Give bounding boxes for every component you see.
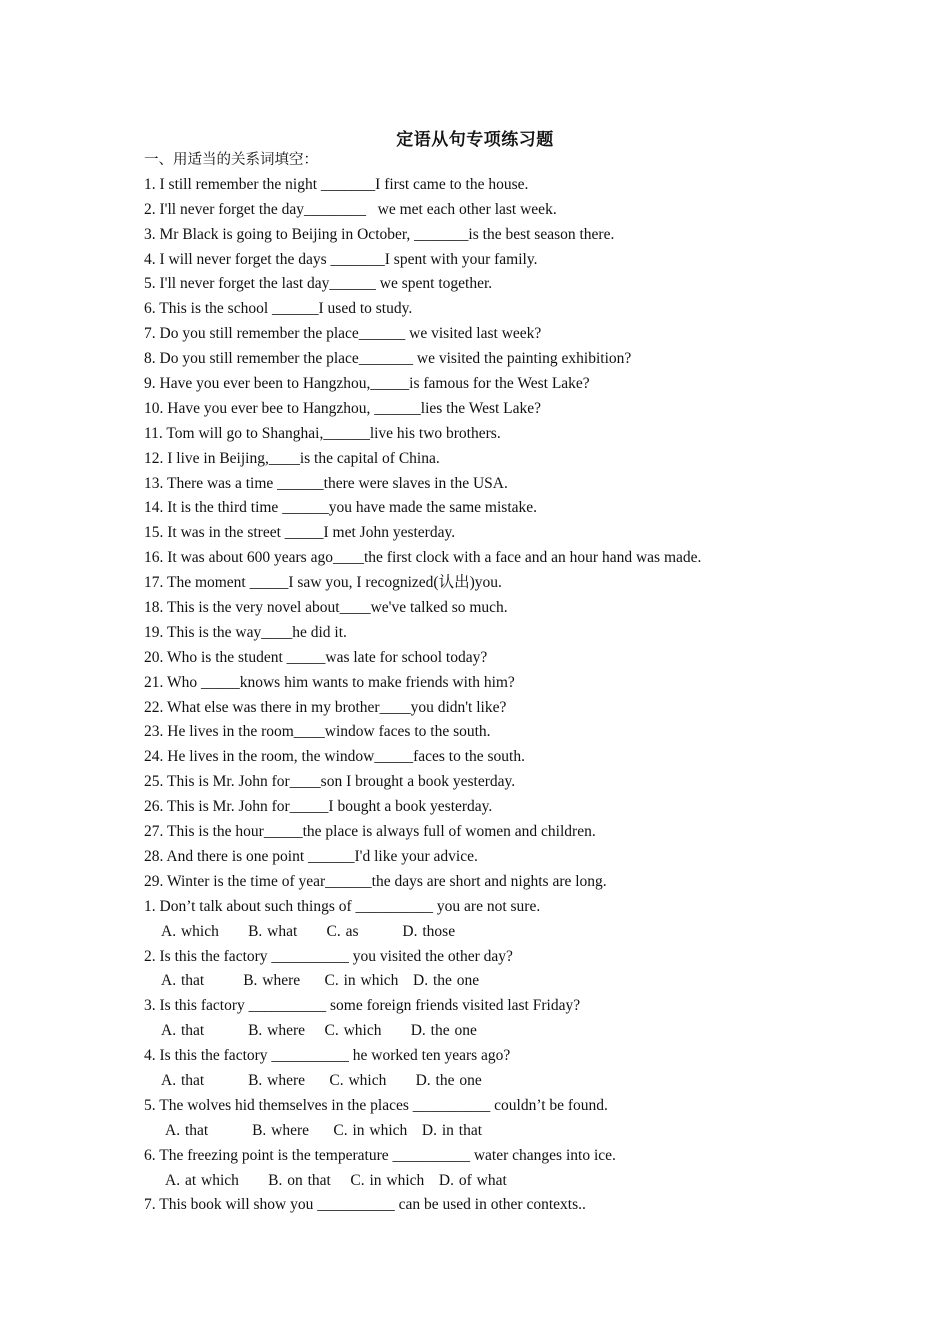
mc-question-stem: 7. This book will show you __________ can be used in other contexts..	[144, 1196, 586, 1214]
fill-blank-item: 17. The moment _____I saw you, I recognized(认出)you.	[144, 574, 502, 592]
fill-blank-item: 22. What else was there in my brother____you didn't like?	[144, 698, 507, 716]
mc-option: B. where	[243, 972, 301, 990]
mc-option: B. where	[248, 1071, 306, 1089]
mc-options	[144, 1069, 844, 1094]
mc-option: C. as	[326, 922, 359, 940]
fill-blank-item: 26. This is Mr. John for_____I bought a book yesterday.	[144, 798, 493, 816]
fill-blank-item: 10. Have you ever bee to Hangzhou, ______lies the West Lake?	[144, 399, 542, 417]
fill-blank-item: 25. This is Mr. John for____son I brought a book yesterday.	[144, 773, 516, 791]
mc-option: D. of what	[438, 1171, 507, 1189]
document-body	[144, 148, 844, 1218]
mc-question-stem: 2. Is this the factory __________ you visited the other day?	[144, 947, 513, 965]
mc-option: B. what	[248, 922, 298, 940]
mc-option: D. in that	[421, 1121, 483, 1139]
fill-blank-item: 19. This is the way____he did it.	[144, 623, 347, 641]
fill-blank-item: 8. Do you still remember the place_______ we visited the painting exhibition?	[144, 350, 632, 368]
mc-option: A. at which	[165, 1171, 239, 1189]
fill-blank-item: 18. This is the very novel about____we've talked so much.	[144, 599, 508, 617]
mc-question-stem: 1. Don’t talk about such things of __________ you are not sure.	[144, 897, 541, 915]
mc-question-stem: 5. The wolves hid themselves in the places __________ couldn’t be found.	[144, 1096, 608, 1114]
fill-blank-item: 23. He lives in the room____window faces to the south.	[144, 723, 491, 741]
mc-options	[144, 1019, 844, 1044]
mc-option: A. that	[161, 1071, 205, 1089]
fill-blank-item: 21. Who _____knows him wants to make friends with him?	[144, 673, 515, 691]
mc-question-stem: 6. The freezing point is the temperature __________ water changes into ice.	[144, 1146, 616, 1164]
fill-blank-item: 14. It is the third time ______you have made the same mistake.	[144, 499, 538, 517]
fill-blank-item: 12. I live in Beijing,____is the capital of China.	[144, 449, 440, 467]
mc-option: D. the one	[410, 1022, 477, 1040]
mc-option: A. that	[161, 972, 205, 990]
section-heading: 一、用适当的关系词填空：	[144, 152, 318, 168]
fill-blank-item: 13. There was a time ______there were slaves in the USA.	[144, 474, 508, 492]
mc-option: C. which	[324, 1022, 382, 1040]
mc-option: D. those	[402, 922, 456, 940]
mc-option: D. the one	[413, 972, 480, 990]
fill-blank-item: 4. I will never forget the days _______I spent with your family.	[144, 250, 538, 268]
mc-options	[144, 969, 844, 994]
fill-blank-item: 20. Who is the student _____was late for school today?	[144, 648, 488, 666]
fill-blank-item: 3. Mr Black is going to Beijing in October, _______is the best season there.	[144, 225, 615, 243]
mc-option: C. in which	[333, 1121, 408, 1139]
mc-option: A. which	[161, 922, 219, 940]
mc-option: B. where	[252, 1121, 310, 1139]
fill-blank-item: 11. Tom will go to Shanghai,______live his two brothers.	[144, 424, 501, 442]
fill-blank-item: 5. I'll never forget the last day______ we spent together.	[144, 275, 493, 293]
mc-option: C. in which	[324, 972, 399, 990]
mc-option: A. that	[165, 1121, 209, 1139]
mc-options	[144, 920, 844, 945]
fill-blank-item: 16. It was about 600 years ago____the first clock with a face and an hour hand was made.	[144, 549, 702, 567]
fill-blank-item: 27. This is the hour_____the place is always full of women and children.	[144, 823, 596, 841]
fill-blank-item: 15. It was in the street _____I met John yesterday.	[144, 524, 456, 542]
fill-blank-item: 28. And there is one point ______I'd like your advice.	[144, 847, 478, 865]
mc-option: B. where	[248, 1022, 306, 1040]
page-title: 定语从句专项练习题	[396, 130, 554, 150]
fill-blank-item: 24. He lives in the room, the window_____faces to the south.	[144, 748, 525, 766]
mc-question-stem: 4. Is this the factory __________ he worked ten years ago?	[144, 1047, 511, 1065]
fill-blank-item: 29. Winter is the time of year______the days are short and nights are long.	[144, 872, 607, 890]
mc-options	[144, 1119, 844, 1144]
mc-option: C. in which	[350, 1171, 425, 1189]
mc-option: C. which	[329, 1071, 387, 1089]
fill-blank-item: 7. Do you still remember the place______ we visited last week?	[144, 325, 542, 343]
mc-options	[144, 1169, 844, 1194]
mc-option: A. that	[161, 1022, 205, 1040]
fill-blank-item: 2. I'll never forget the day________ we met each other last week.	[144, 200, 557, 218]
mc-question-stem: 3. Is this factory __________ some foreign friends visited last Friday?	[144, 997, 581, 1015]
mc-option: B. on that	[268, 1171, 331, 1189]
mc-option: D. the one	[415, 1071, 482, 1089]
fill-blank-item: 1. I still remember the night _______I first came to the house.	[144, 175, 529, 193]
fill-blank-item: 9. Have you ever been to Hangzhou,_____is famous for the West Lake?	[144, 375, 590, 393]
fill-blank-item: 6. This is the school ______I used to study.	[144, 300, 413, 318]
